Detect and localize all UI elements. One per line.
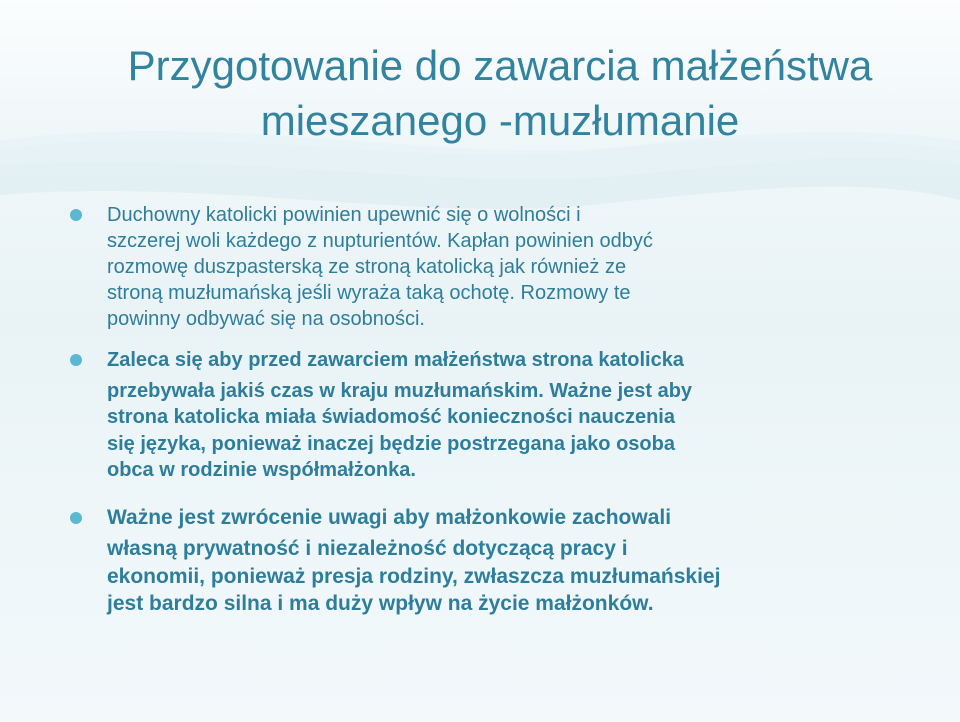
bullet-dot-icon (70, 354, 82, 366)
bullet-1-line-5: powinny odbywać się na osobności. (107, 308, 425, 330)
bullet-1-line-3: rozmowę duszpasterską ze stroną katolicką jak również ze (107, 256, 627, 278)
bullet-3-line-2: własną prywatność i niezależność dotyczącą pracy i (107, 537, 628, 560)
bullet-2-line-3: strona katolicka miała świadomość konieczności nauczenia (107, 406, 675, 428)
slide-title (70, 38, 930, 148)
bullet-1-line-4: stroną muzłumańską jeśli wyraża taką ochotę. Rozmowy te (107, 282, 631, 304)
title-line-1: Przygotowanie do zawarcia małżeństwa (127, 42, 873, 89)
bullet-3-line-4: jest bardzo silna i ma duży wpływ na życie małżonków. (107, 592, 654, 615)
bullet-list (70, 202, 900, 618)
bullet-item-1 (70, 202, 900, 332)
bullet-2-line-2: przebywała jakiś czas w kraju muzłumańskim. Ważne jest aby (107, 379, 693, 402)
title-line-2: mieszanego -muzłumanie (260, 97, 740, 144)
bullet-item-3 (70, 504, 900, 618)
bullet-2-line-1: Zaleca się aby przed zawarciem małżeństwa strona katolicka (107, 349, 684, 371)
bullet-1-line-2: szczerej woli każdego z nupturientów. Kapłan powinien odbyć (107, 230, 653, 252)
bullet-1-line-1: Duchowny katolicki powinien upewnić się o wolności i (107, 204, 581, 226)
bullet-2-line-4: się języka, ponieważ inaczej będzie postrzegana jako osoba (107, 432, 675, 455)
bullet-3-line-3: ekonomii, ponieważ presja rodziny, zwłaszcza muzłumańskiej (107, 564, 721, 588)
bullet-item-2 (70, 347, 900, 484)
bullet-dot-icon (70, 209, 82, 221)
bullet-2-line-5: obca w rodzinie współmałżonka. (107, 459, 416, 481)
bullet-3-line-1: Ważne jest zwrócenie uwagi aby małżonkowie zachowali (107, 505, 672, 529)
bullet-dot-icon (70, 512, 82, 524)
